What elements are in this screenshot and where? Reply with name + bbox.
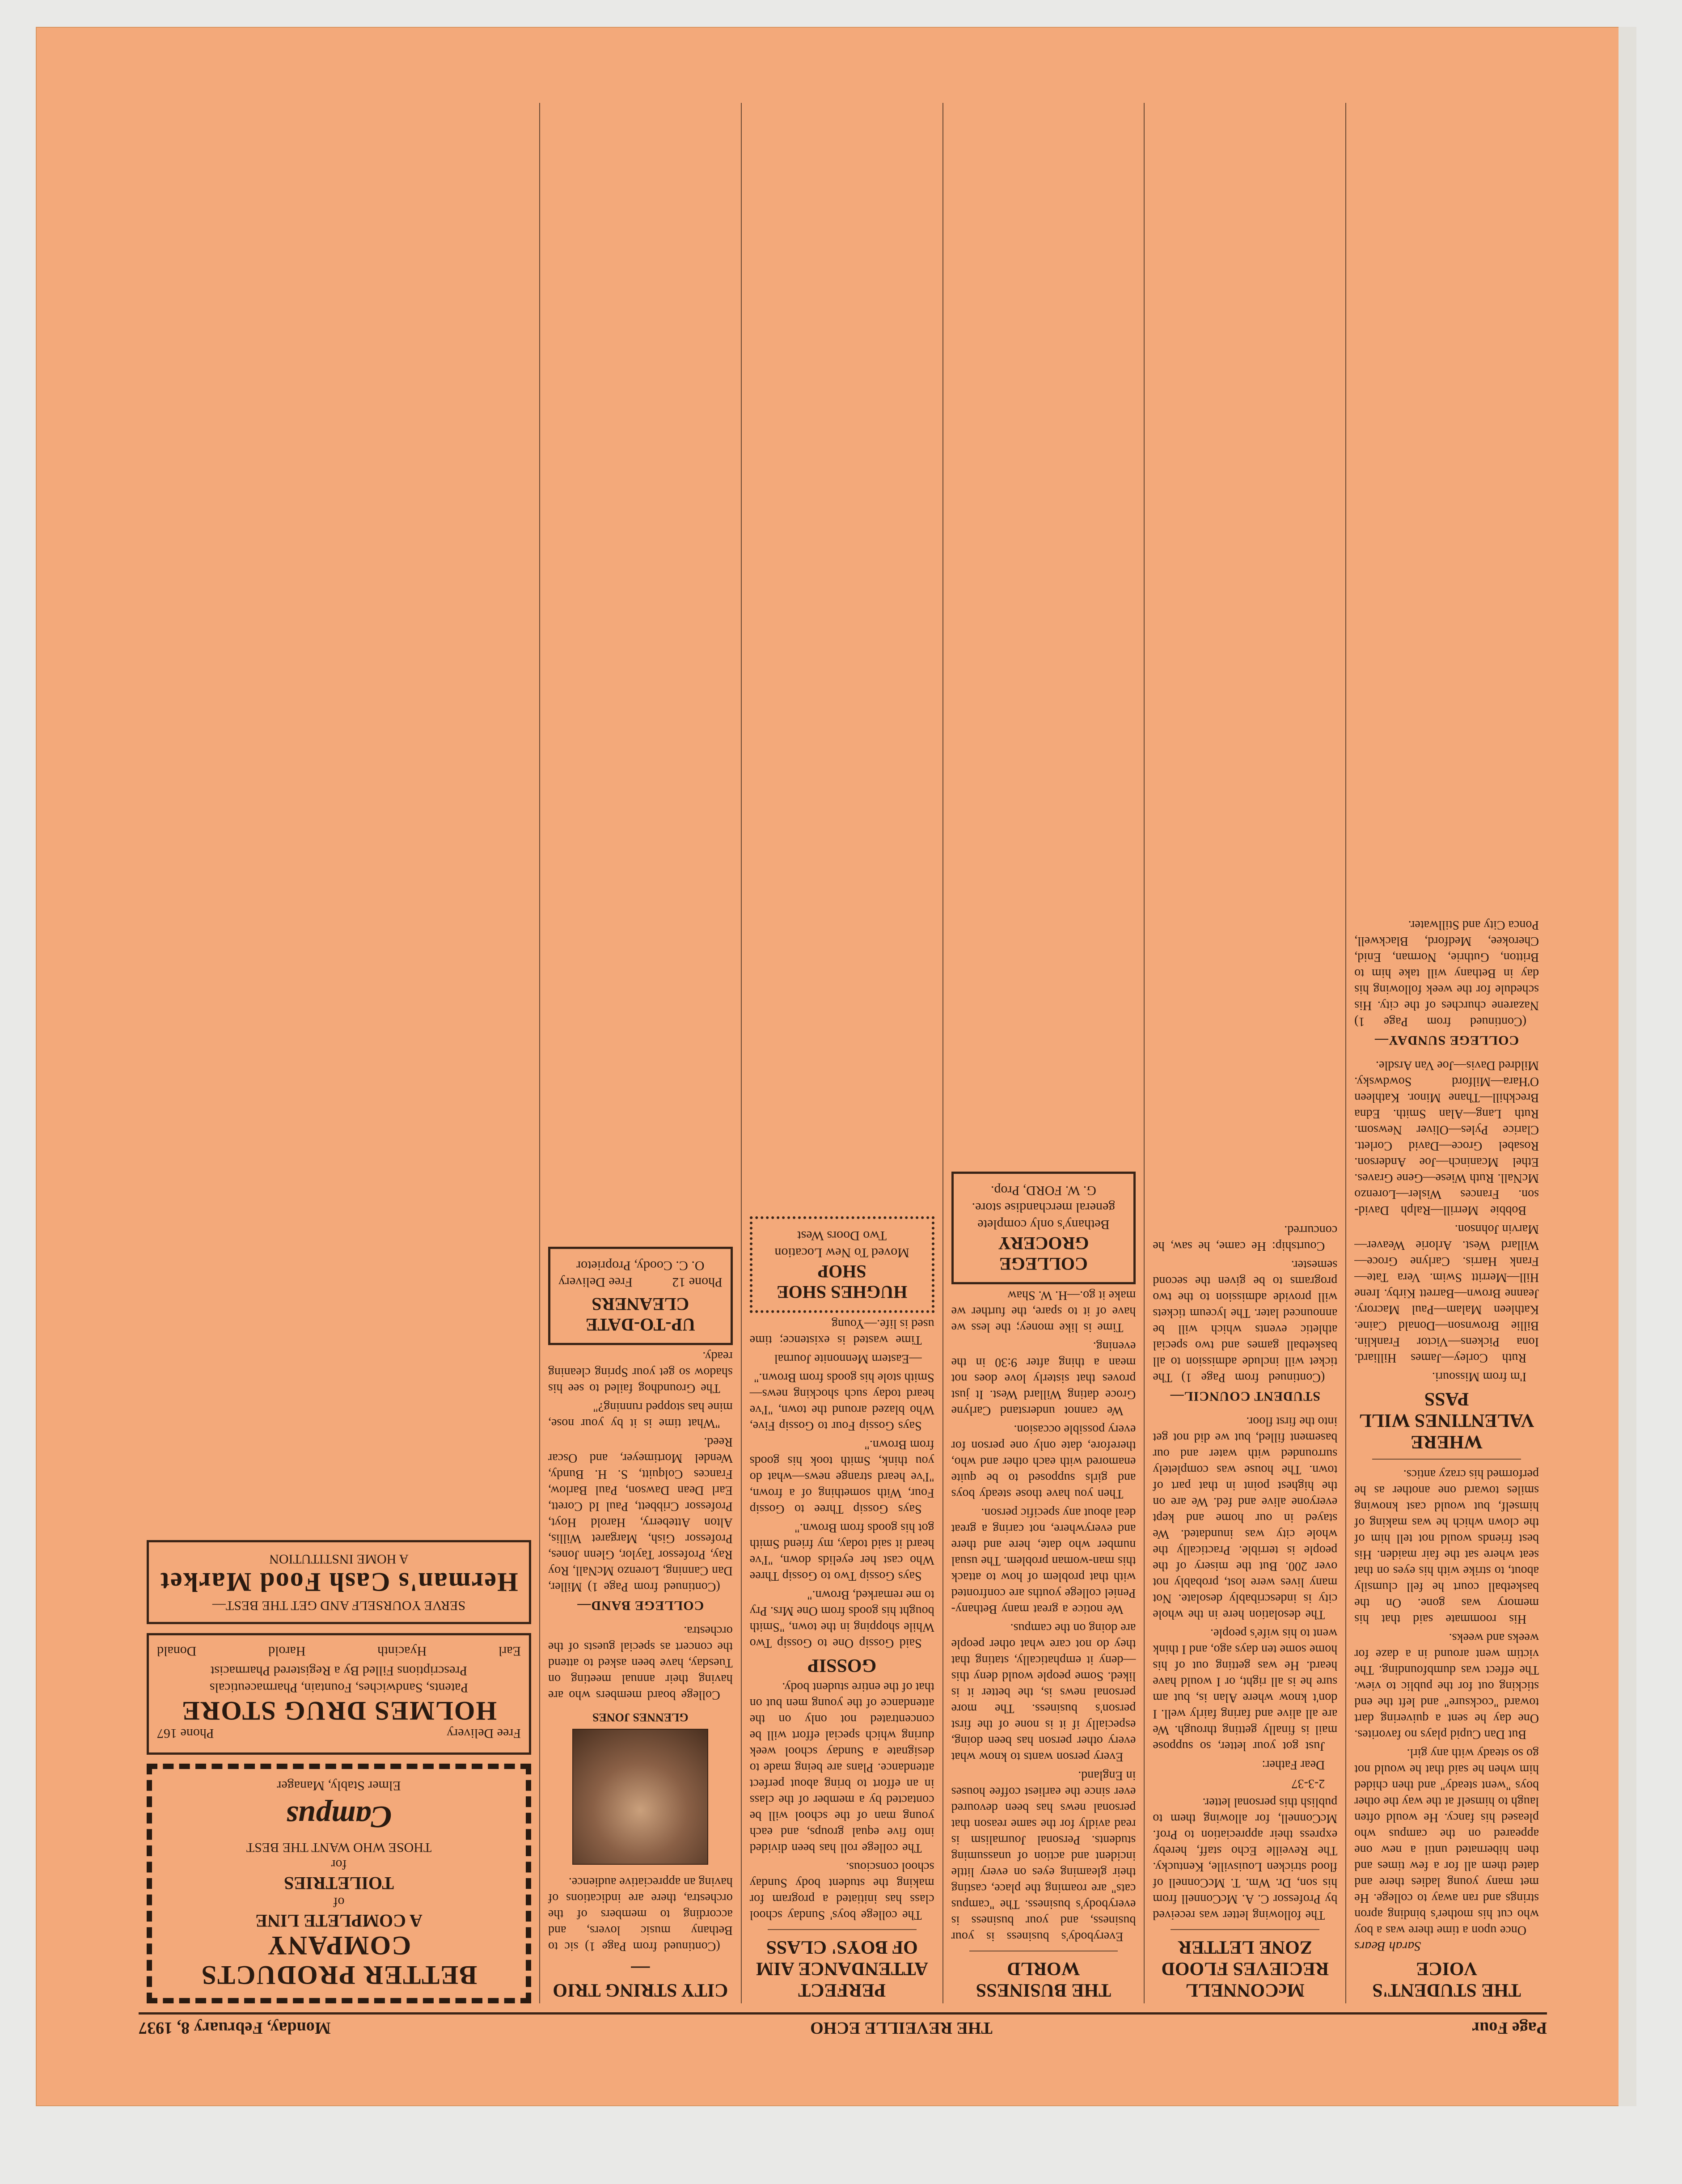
ad-cleaners [548, 1247, 733, 1345]
ad-title: COLLEGE GROCERY [998, 1233, 1089, 1274]
paragraph: The desolation here in the whole city is indescribably desolate. Not many lives were lost, probably not over 200. But the misery of the people is terrible. Practically the whole city was inundated. We stayed in our home and kept everyone alive and fed. We are on the highest point in that part of town. The house was completely surrounded with water and our basement filled, but we did not get into the first floor. [1153, 1414, 1338, 1621]
ad-title: Herman's Cash Food Market [160, 1567, 518, 1597]
ad-line: THOSE WHO WANT THE BEST [246, 1840, 432, 1855]
section-title: COLLEGE SUNDAY— [1374, 1033, 1519, 1048]
ad-text: Moved To New Location [774, 1245, 909, 1260]
ad-hermans-market [147, 1540, 531, 1624]
paragraph: We notice a great many Bethany-Peniel college youths are confronted with that problem of how to attack this man-woman problem. The usual number who date, here and there and everywhere, not caring a great deal about any specific person. [951, 1506, 1136, 1616]
masthead: THE REVEILLE ECHO [810, 2019, 993, 2037]
ad-delivery: Free Delivery [558, 1275, 633, 1290]
signature: Sarah Bears [1354, 1939, 1421, 1954]
ad-phone: Phone 12 [672, 1275, 723, 1290]
paragraph: Every person wants to know what every other person has been doing, especially if it is none of the first person's business. The more personal news is, the better it is liked. Some people would deny this—deny it emphatically, stating that they do not care what other people are doing on the campus. [951, 1621, 1136, 1764]
article-title: McCONNELL RECIEVES FLOOD ZONE LETTER [1161, 1937, 1329, 2000]
paragraph: (Continued from Page 1) The ticket will include admission to all basketball games and two special athletic events which will be announced later. The lyceum tickets will provide admission to the two programs to be given the second semester. [1153, 1258, 1338, 1384]
ad-college-grocery [951, 1172, 1136, 1284]
paragraph: I'm from Missouri. [1432, 1370, 1526, 1384]
ad-delivery: Free Delivery [447, 1726, 521, 1741]
ad-tagline: A HOME INSTITUTION [269, 1552, 409, 1566]
paragraph: (Continued from Page 1) sic to Bethany music lovers, and according to members of the orchestra, there are indications of having an appreciative audience. [548, 1875, 733, 1953]
paragraph: The college roll has been divided into five equal groups, and each young man of the school will be contacted by a member of the class in an effort to bring about perfect attendance. Plans are being made to designate a Sunday school week during which special effort will be concentrated not only on the attendance of the young men but on that of the entire student body. [749, 1680, 934, 1855]
ad-staff-row [157, 1643, 521, 1659]
issue-date: Monday, February 8, 1937 [139, 2019, 331, 2037]
quote: Time wasted is existence; time used is life.—Young [749, 1317, 934, 1347]
ad-holmes-drug-store [147, 1633, 531, 1755]
portrait-photo [572, 1729, 708, 1865]
ad-text: Patents, Sandwiches, Fountain, Pharmaceuticals [209, 1680, 469, 1695]
ad-line: TOILETRIES [283, 1873, 394, 1893]
ad-contact-row [558, 1274, 723, 1290]
ad-owner: G. W. FORD, Prop. [991, 1183, 1096, 1198]
paragraph: Bobbie Merrill—Ralph David-son. Frances Wisler—Lorenzo McNall. Ruth Wiese—Gene Graves. Ethel Mcaninch—Joe Anderson. Rosabel Groce—David Corlett. Clarice Pyles—Oliver Newsom. Ruth Lang—Alan Smith. Edna Breckhill—Thane Minor. Kathleen O'Hara—Milford Sowdwsky. Mildred Davis—Joe Van Arsdle. [1354, 1058, 1539, 1217]
ad-manager: Elmer Stably, Manager [277, 1778, 401, 1793]
paragraph: Everybody's business is your business, and your business is everybody's business. The "campus cats" are roaming the place, casting their gleaming eyes on every little incident and action of unassuming students. Personal Journalism is read avidly for the same reason that personal news has been devoured ever since the earliest coffee houses in England. [951, 1769, 1136, 1943]
paragraph: Once upon a time there was a boy who cut his mother's binding apron strings and ran away to college. He met many young ladies there and dated them all for a few times and then hibernated until a new one appeared on the campus who pleased his fancy. He would often laugh to himself at the way the other boys "went steady" and then chided him when he said that he would not go so steady with any girl. [1354, 1746, 1539, 1937]
paragraph: The college boys' Sunday school class has initiated a program for making the student body Sunday school conscious. [749, 1860, 934, 1922]
section-title: STUDENT COUNCIL— [1170, 1389, 1320, 1404]
ad-title: HUGHES SHOE SHOP [777, 1261, 908, 1302]
running-header [139, 2012, 1547, 2039]
staff-name: Hyacinth [377, 1644, 427, 1659]
ad-title: UP-TO-DATE CLEANERS [585, 1294, 695, 1335]
paragraph: Just got your letter, so suppose mail is finally getting through. We are all alive and faring fairly well. I don't know where Alan is, but am sure he is all right, or I would have heard. He was getting out of his home some ten days ago, and I think went to his wife's people. [1153, 1626, 1338, 1753]
article-title: THE BUSINESS WORLD [976, 1958, 1111, 2000]
newspaper-page [139, 94, 1547, 2039]
ad-owner: O. C. Coody, Proprietor [576, 1258, 705, 1273]
paragraph: College board members who are having their annual meeting on Tuesday, have been asked to attend the concert as special guests of the orchestra. [548, 1624, 733, 1702]
column-students-voice [1345, 103, 1547, 2003]
section-title: WHERE VALENTINES WILL PASS [1359, 1388, 1534, 1452]
ad-text: Bethany's only complete general merchandise store. [972, 1200, 1116, 1232]
paragraph: (Continued from Page 1) Miller, Dan Canning, Lorenzo McNall, Roy Ray, Professor Taylor, Glenn Jones, Professor Gish, Margaret Willis, Alton Atteberry, Harold Hoyt, Professor Cribbett, Paul Id Corett, Earl Dean Dawson, Paul Barlow, Frances Colquitt, S. H. Bundy, Wendel Mortimeyer, and Oscar Reed. [548, 1435, 733, 1594]
newspaper-sheet [36, 27, 1636, 2106]
ad-better-products [147, 1764, 531, 2003]
ad-line: for [331, 1857, 347, 1872]
ad-title: HOLMES DRUG STORE [181, 1696, 497, 1726]
section-title: GOSSIP [807, 1655, 877, 1676]
staff-name: Donald [157, 1644, 197, 1659]
paragraph: (Continued from Page 1) Nazarene churches of the city. His schedule for the week following his day in Bethany will take him to Britton, Guthrie, Norman, Enid, Cherokee, Medford, Blackwell, Ponca City and Stillwater. [1354, 918, 1539, 1029]
article-title: CITY STRING TRIO— [553, 1958, 728, 2000]
ad-slogan: SERVE YOURSELF AND GET THE BEST— [212, 1598, 466, 1613]
ad-line: A COMPLETE LINE [255, 1911, 423, 1931]
ad-phone: Phone 167 [157, 1726, 214, 1741]
photo-caption: GLENNES JONES [592, 1711, 689, 1724]
staff-name: Harold [268, 1644, 306, 1659]
verse: Says Gossip Four to Gossip Five, Who blazed around the town, "I've heard today such shocking news— Smith stole his goods from Brown." [749, 1371, 934, 1433]
ad-hughes-shoe-shop [750, 1216, 934, 1313]
divider [768, 1929, 917, 1930]
paragraph: Time is like money; the less we have of it to spare, the further we make it go.—H. W. Shaw [951, 1288, 1136, 1334]
attribution: —Eastern Mennonite Journal [774, 1352, 922, 1366]
page-number: Page Four [1472, 2019, 1547, 2037]
columns [139, 103, 1547, 2003]
verse: Says Gossip Three to Gossip Four, With something of a frown, "I've heard strange news—what do you think, Smith took his goods from Brown." [749, 1438, 934, 1516]
column-string-trio [539, 103, 741, 2003]
verse: Said Gossip One to Gossip Two While shopping in the town, "Smith bought his goods from One Mrs. Pry to me remarked, Brown." [749, 1588, 934, 1650]
column-flood-letter [1144, 103, 1345, 2003]
column-attendance-gossip [741, 103, 942, 2003]
divider [1372, 1459, 1521, 1460]
ad-text: Two Doors West [797, 1228, 887, 1243]
paragraph: The following letter was received by Professor C. A. McConnell from his son, Dr. Wm. T. McConnell of flood stricken Louisville, Kentucky. The Reveille Echo staff, hereby express their appreciation to Prof. McConnell, for allowing them to publish this personal letter. [1153, 1795, 1338, 1922]
ad-line: of [333, 1895, 345, 1909]
column-business-world [942, 103, 1144, 2003]
divider [1171, 1929, 1319, 1930]
scanner-edge [1619, 27, 1636, 2106]
advertisement-stack [139, 103, 539, 2003]
letter-date: 2-3-37 [1291, 1777, 1325, 1790]
paragraph: His roommate said that his memory was gone. On the basketball court he fell clumsily about, to strike with his eyes on that seat where sat the fair maiden. His best friends would not tell him of the clown which he was making of himself, but would cast knowing smiles toward one another as he performed his crazy antics. [1354, 1467, 1539, 1626]
paragraph: Courtship: He came, he saw, he concurred. [1153, 1223, 1338, 1253]
salutation: Dear Father: [1262, 1758, 1325, 1772]
verse: Says Gossip Two to Gossip Three Who cast her eyelids down, "I've heard it said today, my friend Smith got his goods from Brown." [749, 1521, 934, 1583]
quip: "What time is it by your nose, mine has stopped running?" [548, 1400, 733, 1430]
article-title: THE STUDENT'S VOICE [1372, 1958, 1521, 2000]
paragraph: Ruth Corley—James Hilliard. Iona Pickens—Victor Franklin. Billie Brownson—Donald Caine. Kathleen Malam—Paul Macrory. Jeanne Brown—Barrett Kirby. Irene Hill—Merritt Swim. Vera Tate—Frank Harris. Carlyne Groce—Willard West. Arlorie Weaver—Marvin Johnson. [1354, 1222, 1539, 1365]
staff-name: Earl [498, 1644, 521, 1659]
ad-text: Prescriptions Filled By a Registered Pharmacist [210, 1663, 468, 1678]
section-title: COLLEGE BAND— [577, 1598, 704, 1613]
paragraph: We cannot understand Carlyne Groce dating Willard West. It just proves that sisterly love does not mean a thing after 9:30 in the evening. [951, 1339, 1136, 1418]
quip: The Groundhog failed to see his shadow so get your Spring cleaning ready. [548, 1349, 733, 1395]
paragraph: But Dan Cupid plays no favorites. One day he sent a quivering dart toward "cocksure" and left the end sticking out for the public to view. The effect was dumbfounding. The victim went around in a daze for weeks and weeks. [1354, 1631, 1539, 1741]
ad-contact-row [157, 1726, 521, 1741]
paragraph: Then you have those steady boys and girls supposed to be quite enamored with each other and who, therefore, date only one person for every possible occasion. [951, 1422, 1136, 1501]
ad-title: BETTER PRODUCTS COMPANY [200, 1931, 478, 1990]
campus-logo: Campus [286, 1799, 392, 1834]
article-title: PERFECT ATTENDANCE AIM OF BOYS' CLASS [756, 1937, 928, 2000]
